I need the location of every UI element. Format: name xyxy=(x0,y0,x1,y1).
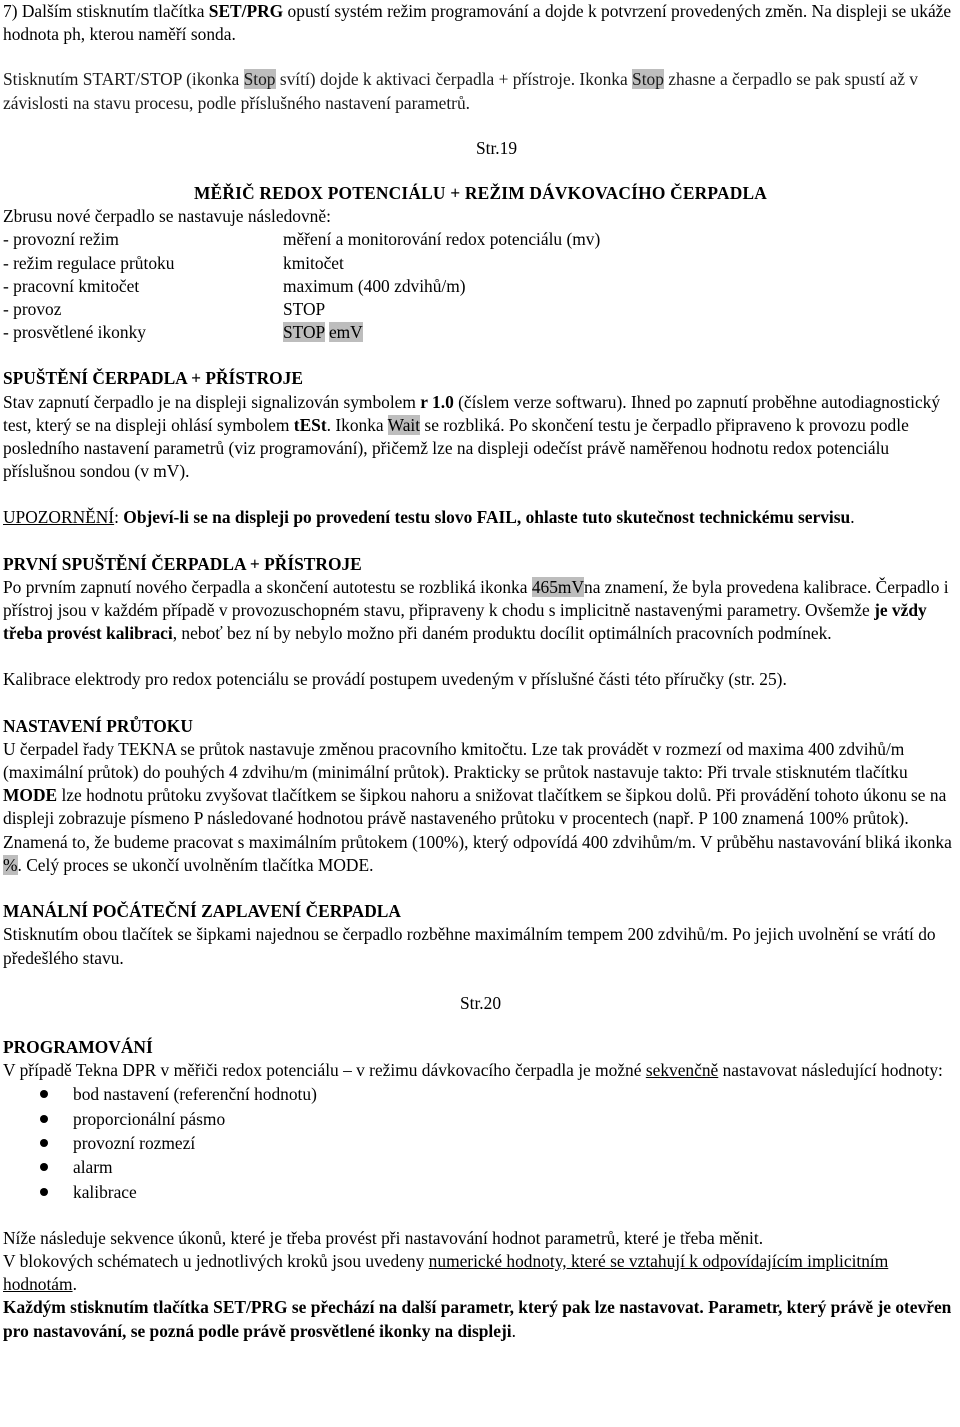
setting-row xyxy=(3,275,958,298)
setting-value: STOP xyxy=(283,299,326,320)
stop-icon-label: STOP xyxy=(283,322,325,343)
list-item: proporcionální pásmo xyxy=(73,1107,958,1131)
heading-first-start: PRVNÍ SPUŠTĚNÍ ČERPADLA + PŘÍSTROJE xyxy=(3,553,362,574)
warning-text: Objeví-li se na displeji po provedení testu slovo FAIL, ohlaste tuto skutečnost technickému servisu xyxy=(123,507,851,528)
underlined-text: sekvenčně xyxy=(645,1060,719,1081)
default-settings-list xyxy=(3,228,958,344)
list-item: kalibrace xyxy=(73,1180,958,1204)
para-set-prg-note xyxy=(3,1296,958,1342)
page-number: Str.19 xyxy=(475,137,518,158)
heading-programming: PROGRAMOVÁNÍ xyxy=(3,1036,153,1057)
stop-icon-label: Stop xyxy=(632,69,664,90)
text: . xyxy=(511,1320,516,1341)
stop-icon-label: Stop xyxy=(243,69,276,90)
symbol: r 1. xyxy=(420,391,446,412)
setting-value: kmitočet xyxy=(283,252,344,273)
text: : xyxy=(114,507,124,528)
text: zhasne a čerpadlo se pak spustí až v závislosti na stavu procesu, podle příslušného nastavení parametrů. xyxy=(3,69,918,113)
text: U čerpadel řady TEKNA se průtok nastavuje změnou pracovního kmitočtu. Lze tak provádět v rozmezí od maxima 400 zdvihů/m (maximální průtok) do pouhých 4 zdvihu/m (minimální průtok). Prakticky se průtok nastavuje takto: Při trvale stisknutém tlačítku xyxy=(3,738,908,783)
setting-row xyxy=(3,298,958,321)
setting-key: - režim regulace průtoku xyxy=(3,252,175,273)
setting-key: - pracovní kmitočet xyxy=(3,275,140,296)
text: (číslem verze softwaru). Ihned po zapnutí proběhne autodiagnostický test, který se na displeji ohlásí symbolem xyxy=(3,391,941,435)
para-start-stop xyxy=(3,68,958,114)
setting-value: měření a monitorování redox potenciálu (mv) xyxy=(283,229,601,250)
para-calibration: Kalibrace elektrody pro redox potenciálu se provádí postupem uvedeným v příslušné části této příručky (str. 25). xyxy=(3,669,787,690)
text: , neboť bez ní by nebylo možno při daném produktu docílit optimálních pracovních podmínek. xyxy=(172,623,832,644)
para-flow xyxy=(3,738,958,877)
para-sequence: Níže následuje sekvence úkonů, které je třeba provést při nastavování hodnot parametrů, které je třeba měnit. xyxy=(3,1227,764,1248)
text: Stisknutím START/STOP (ikonka xyxy=(3,69,244,90)
text: Stav zapnutí čerpadlo je na displeji signalizován symbolem xyxy=(3,391,421,412)
list-item: provozní rozmezí xyxy=(73,1131,958,1155)
emv-icon-label: emV xyxy=(328,322,363,343)
para-first-start xyxy=(3,576,958,646)
setting-value xyxy=(283,321,958,344)
symbol: 0 xyxy=(445,391,454,412)
heading-manual-priming: MANÁLNÍ POČÁTEČNÍ ZAPLAVENÍ ČERPADLA xyxy=(3,901,401,922)
warning-label: UPOZORNĚNÍ xyxy=(3,507,115,528)
wait-icon-label: Wait xyxy=(387,414,421,435)
setting-row xyxy=(3,252,958,275)
para-block-diagrams xyxy=(3,1250,958,1296)
setting-row xyxy=(3,228,958,251)
setting-value: maximum (400 zdvihů/m) xyxy=(283,275,466,296)
heading-start: SPUŠTĚNÍ ČERPADLA + PŘÍSTROJE xyxy=(3,368,303,389)
mv-icon-label: 465mV xyxy=(531,576,585,597)
list-item: bod nastavení (referenční hodnotu) xyxy=(73,1082,958,1106)
list-item: alarm xyxy=(73,1155,958,1179)
text: se rozbliká. Po skončení testu je čerpadlo připraveno k provozu podle posledního nastavení parametrů (viz programování), přičemž lze na displeji odečíst právě naměřenou hodnotu redox potenciálu příslušnou sondou (v mV). xyxy=(3,414,909,482)
text: . Ikonka xyxy=(326,414,388,435)
text: . xyxy=(850,507,855,528)
text: lze hodnotu průtoku zvyšovat tlačítkem se šipkou nahoru a snižovat tlačítkem se šipkou dolů. Při provádění tohoto úkonu se na displeji zobrazuje písmeno P následované hodnotou právě nastaveného průtoku v procentech (např. P 100 znamená 100% průtok). Znamená to, že budeme pracovat s maximálním průtokem (100%), který odpovídá 400 zdvihům/m. V průběhu nastavování bliká ikonka xyxy=(3,785,952,852)
text: V blokových schématech u jednotlivých kroků jsou uvedeny xyxy=(3,1251,429,1271)
para-manual-priming: Stisknutím obou tlačítek se šipkami najednou se čerpadlo rozběhne maximálním tempem 200 zdvihů/m. Po jejich uvolnění se vrátí do předešlého stavu. xyxy=(3,924,936,968)
setting-row xyxy=(3,321,958,344)
text: svítí) dojde k aktivaci čerpadla + přístroje. Ikonka xyxy=(275,69,633,90)
bold-text: Každým stisknutím tlačítka SET/PRG se přechází na další parametr, který pak lze nastavovat. Parametr, který právě je otevřen pro nastavování, se pozná podle právě prosvětlené ikonky na displeji xyxy=(3,1297,952,1341)
text: nastavovat následující hodnoty: xyxy=(718,1060,943,1081)
setting-key: - provoz xyxy=(3,299,62,320)
para-warning xyxy=(3,506,958,529)
setting-key: - prosvětlené ikonky xyxy=(3,322,146,343)
heading-flow: NASTAVENÍ PRŮTOKU xyxy=(3,715,193,736)
text: na znamení, že byla provedena kalibrace. Čerpadlo i přístroj jsou v každém případě v provozuschopném stavu, připraveny k chodu s implicitně nastavenými parametry. Ovšemže xyxy=(3,576,949,621)
para-programming xyxy=(3,1059,958,1082)
para-step-7 xyxy=(3,0,958,46)
settings-intro: Zbrusu nové čerpadlo se nastavuje následovně: xyxy=(3,206,331,227)
programming-values-list xyxy=(3,1082,958,1203)
para-start xyxy=(3,391,958,484)
section-title: MĚŘIČ REDOX POTENCIÁLU + REŽIM DÁVKOVACÍHO ČERPADLA xyxy=(193,183,768,204)
text: Po prvním zapnutí nového čerpadla a skončení autotestu se rozbliká ikonka xyxy=(3,576,532,597)
underlined-text: numerické hodnoty, které se vztahují k odpovídajícím implicitním hodnotám xyxy=(3,1251,889,1295)
text: . xyxy=(72,1274,77,1295)
setting-key: - provozní režim xyxy=(3,229,119,250)
mode-label: MODE xyxy=(3,785,58,806)
set-prg-label: SET/PRG xyxy=(208,1,284,21)
text: 7) Dalším stisknutím tlačítka xyxy=(3,1,209,21)
percent-icon-label: % xyxy=(3,854,18,875)
text: V případě Tekna DPR v měřiči redox potenciálu – v režimu dávkovacího čerpadla je možné xyxy=(3,1060,646,1081)
text: opustí systém režim programování a dojde k potvrzení provedených změn. Na displeji se ukáže hodnota ph, kterou naměří sonda. xyxy=(3,1,952,45)
emphasis: je vždy třeba provést kalibraci xyxy=(3,600,927,644)
symbol: tESt xyxy=(293,414,327,435)
text: . Celý proces se ukončí uvolněním tlačítka MODE. xyxy=(17,854,374,875)
page-number: Str.20 xyxy=(459,992,502,1013)
